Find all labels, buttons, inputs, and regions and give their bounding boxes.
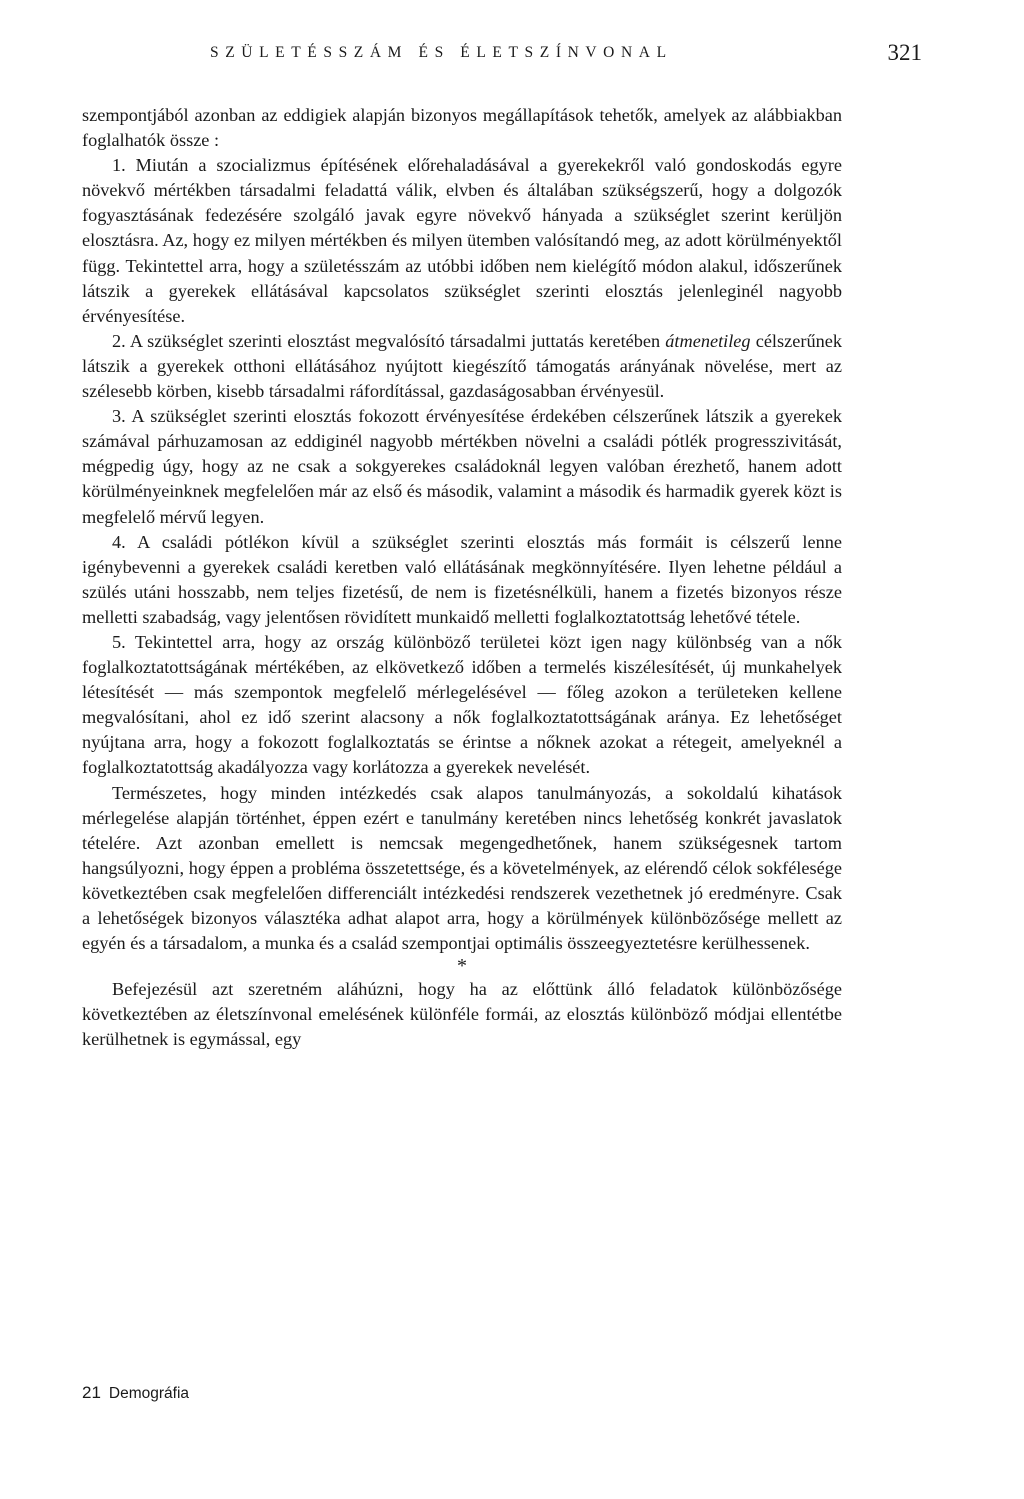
page-footer xyxy=(82,1383,189,1403)
paragraph-closing: Befejezésül azt szeretném aláhúzni, hogy ha az előttünk álló feladatok különbözősége következtében az életszínvonal emelésének különféle formái, az elosztás különböző módjai ellentétbe kerülhetnek is egymással, egy xyxy=(82,979,842,1050)
paragraph-continuation: szempontjából azonban az eddigiek alapján bizonyos megállapítások tehetők, amelyek az alábbiakban foglalhatók össze : xyxy=(82,105,842,151)
signature-number: 21 xyxy=(82,1383,101,1402)
paragraph-point-3: 3. A szükséglet szerinti elosztás fokozott érvényesítése érdekében célszerűnek látszik a gyerekek számával párhuzamosan az eddiginél nagyobb mértékben növelni a családi pótlék progresszivitását, mégpedig úgy, hogy az ne csak a sokgyerekes családoknál legyen valóban érezhető, hanem adott körülményeinknek megfelelően már az első és második, valamint a második és harmadik gyerek közt is megfelelő mérvű legyen. xyxy=(82,406,842,527)
point-2-text-start: 2. A szükséglet szerinti elosztást megvalósító társadalmi juttatás keretében xyxy=(112,330,666,351)
body-text xyxy=(82,103,842,1052)
paragraph-point-4: 4. A családi pótlékon kívül a szükséglet szerinti elosztás más formáit is célszerű lenne igénybevenni a gyerekek családi keretben való ellátásának megkönnyítésére. Ilyen lehetne például a szülés utáni hosszabb, nem teljes fizetésű, de nem is fizetésnélküli, hanem a fizetés bizonyos része melletti szabadság, vagy jelentősen rövidített munkaidő melletti foglalkoztatottság lehetővé tétele. xyxy=(82,531,842,627)
point-2-text-end: célszerűnek látszik a gyerekek otthoni ellátásához nyújtott kiegészítő támogatás arányának növelése, mert az szélesebb körben, kisebb társadalmi ráfordítással, gazdaságosabban érvényesül. xyxy=(82,330,842,402)
section-separator: * xyxy=(457,955,467,978)
paragraph-point-1: 1. Miután a szocializmus építésének előrehaladásával a gyerekekről való gondoskodás egyre növekvő mértékben társadalmi feladattá válik, elvben és általában szükségszerű, hogy a dolgozók fogyasztásának fedezésére szolgáló javak egyre növekvő hányada a szükséglet szerint kerüljön elosztásra. Az, hogy ez milyen mértékben és milyen ütemben valósítandó meg, az adott körülményektől függ. Tekintettel arra, hogy a születésszám az utóbbi időben nem kielégítő módon alakul, időszerűnek látszik a gyerekek ellátásával kapcsolatos szükséglet szerinti elosztás jelenleginél nagyobb érvényesítése. xyxy=(82,155,842,326)
page-header xyxy=(82,40,922,76)
paragraph-point-2 xyxy=(82,329,842,404)
paragraph-point-5: 5. Tekintettel arra, hogy az ország különböző területei közt igen nagy különbség van a nők foglalkoztatottságának mértékében, az elkövetkező időben a termelés kiszélesítését, új munkahelyek létesítését — más szempontok megfelelő mérlegelésével — főleg azokon a területeken kellene megvalósítani, ahol ez idő szerint alacsony a nők foglalkoztatottságának aránya. Ez lehetőséget nyújtana arra, hogy a fokozott foglalkoztatás se érintse a nőknek azokat a rétegeit, amelyeknél a foglalkoztatottság akadályozza vagy korlátozza a gyerekek nevelését. xyxy=(82,631,842,778)
page-number: 321 xyxy=(887,40,922,65)
paragraph-conclusion: Természetes, hogy minden intézkedés csak alapos tanulmányozás, a sokoldalú kihatások mérlegelése alapján történhet, éppen ezért e tanulmány keretében nincs lehetőség konkrét javaslatok tételére. Azt azonban emellett is nemcsak megengedhetőnek, hanem szükségesnek tartom hangsúlyozni, hogy éppen a probléma összetettsége, és a követelmények, az elérendő célok sokfélesége következtében csak megfelelően differenciált intézkedési rendszerek vezethetnek jó eredményre. Csak a lehetőségek bizonyos választéka adhat alapot arra, hogy a körülmények különbözősége mellett az egyén és a társadalom, a munka és a család szempontjai optimális összeegyeztetésre kerülhessenek. xyxy=(82,782,842,954)
signature-label: Demográfia xyxy=(108,1385,190,1402)
point-2-emphasis: átmenetileg xyxy=(665,330,751,351)
running-title: SZÜLETÉSSZÁM ÉS ÉLETSZÍNVONAL xyxy=(210,44,673,61)
